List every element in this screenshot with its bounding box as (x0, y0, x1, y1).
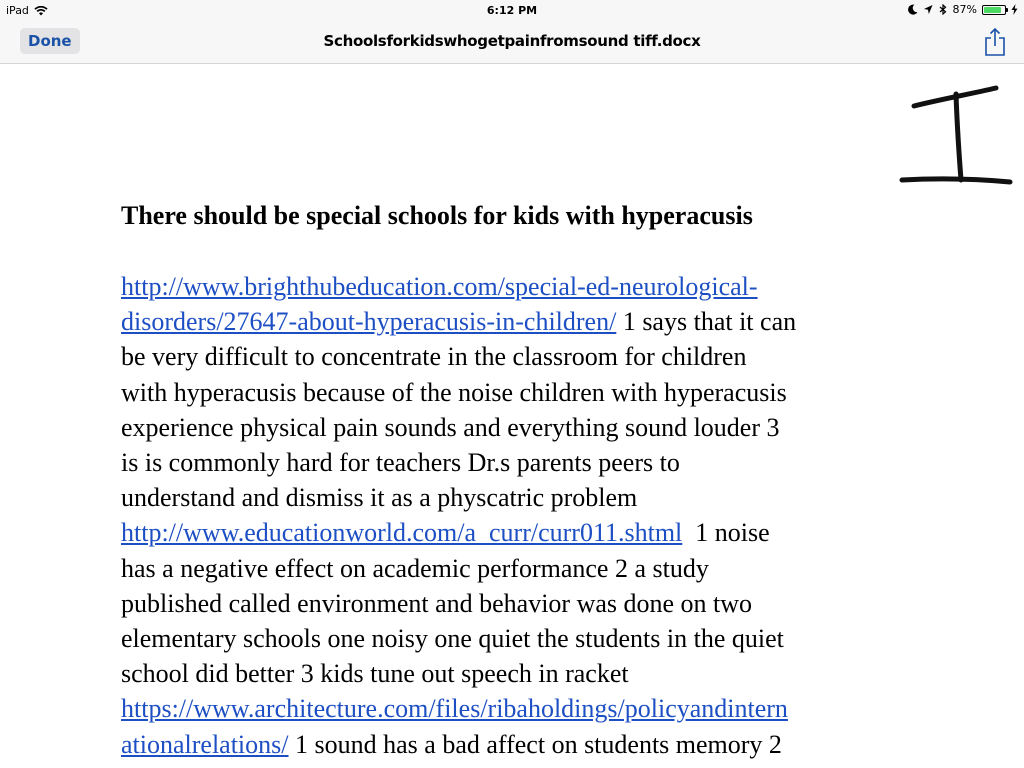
share-icon (982, 27, 1008, 57)
battery-level-fill (984, 7, 1001, 13)
document-line (121, 375, 921, 410)
document-line (121, 269, 921, 304)
document-link[interactable]: https://www.architecture.com/files/ribaholdings/policyandintern (121, 694, 788, 724)
document-line (121, 691, 921, 726)
done-button[interactable]: Done (20, 28, 80, 54)
status-bar (0, 0, 1024, 22)
location-arrow-icon (923, 4, 933, 15)
document-text: 1 sound has a bad affect on students memory 2 (288, 729, 782, 759)
charging-bolt-icon (1011, 4, 1018, 15)
document-line (121, 515, 921, 550)
document-text: be very difficult to concentrate in the classroom for children (121, 342, 747, 372)
document-link[interactable]: http://www.educationworld.com/a_curr/curr011.shtml (121, 518, 683, 548)
document-text: is is commonly hard for teachers Dr.s parents peers to (121, 448, 680, 478)
status-right (908, 3, 1018, 16)
document-text: with hyperacusis because of the noise children with hyperacusis (121, 377, 787, 407)
bluetooth-icon (938, 4, 948, 15)
document-line (121, 339, 921, 374)
document-body (121, 269, 921, 762)
document-line (121, 656, 921, 691)
document-viewer[interactable] (0, 64, 1024, 768)
document-link[interactable]: http://www.brighthubeducation.com/special-ed-neurological- (121, 272, 758, 301)
document-link[interactable]: ationalrelations/ (121, 729, 289, 759)
status-time: 6:12 PM (486, 4, 538, 17)
document-title: Schoolsforkidswhogetpainfromsound tiff.docx (323, 32, 701, 50)
battery-icon (982, 5, 1006, 15)
document-line (121, 410, 921, 445)
document-link[interactable]: disorders/27647-about-hyperacusis-in-children/ (121, 307, 617, 337)
document-line (121, 727, 921, 762)
document-text: experience physical pain sounds and everything sound louder 3 (121, 412, 780, 442)
handwritten-page-number (898, 84, 1014, 188)
document-text: published called environment and behavior was done on two (121, 588, 753, 618)
document-toolbar (0, 22, 1024, 64)
document-text: 1 says that it can (616, 307, 797, 337)
moon-icon (908, 4, 918, 15)
document-text: elementary schools one noisy one quiet the students in the quiet (121, 624, 784, 654)
document-text: understand and dismiss it as a physcatric problem (121, 483, 638, 513)
document-line (121, 621, 921, 656)
document-line (121, 304, 921, 339)
document-line (121, 480, 921, 515)
document-line (121, 445, 921, 480)
document-text: 1 noise (682, 518, 770, 548)
document-text: school did better 3 kids tune out speech in racket (121, 659, 629, 689)
battery-percent: 87% (952, 3, 977, 16)
share-button[interactable] (982, 27, 1008, 57)
document-text: has a negative effect on academic performance 2 a study (121, 553, 709, 583)
document-line (121, 586, 921, 621)
document-heading: There should be special schools for kids with hyperacusis (121, 201, 753, 230)
device-name: iPad (6, 4, 29, 17)
battery-tip (1006, 8, 1008, 12)
document-line (121, 551, 921, 586)
